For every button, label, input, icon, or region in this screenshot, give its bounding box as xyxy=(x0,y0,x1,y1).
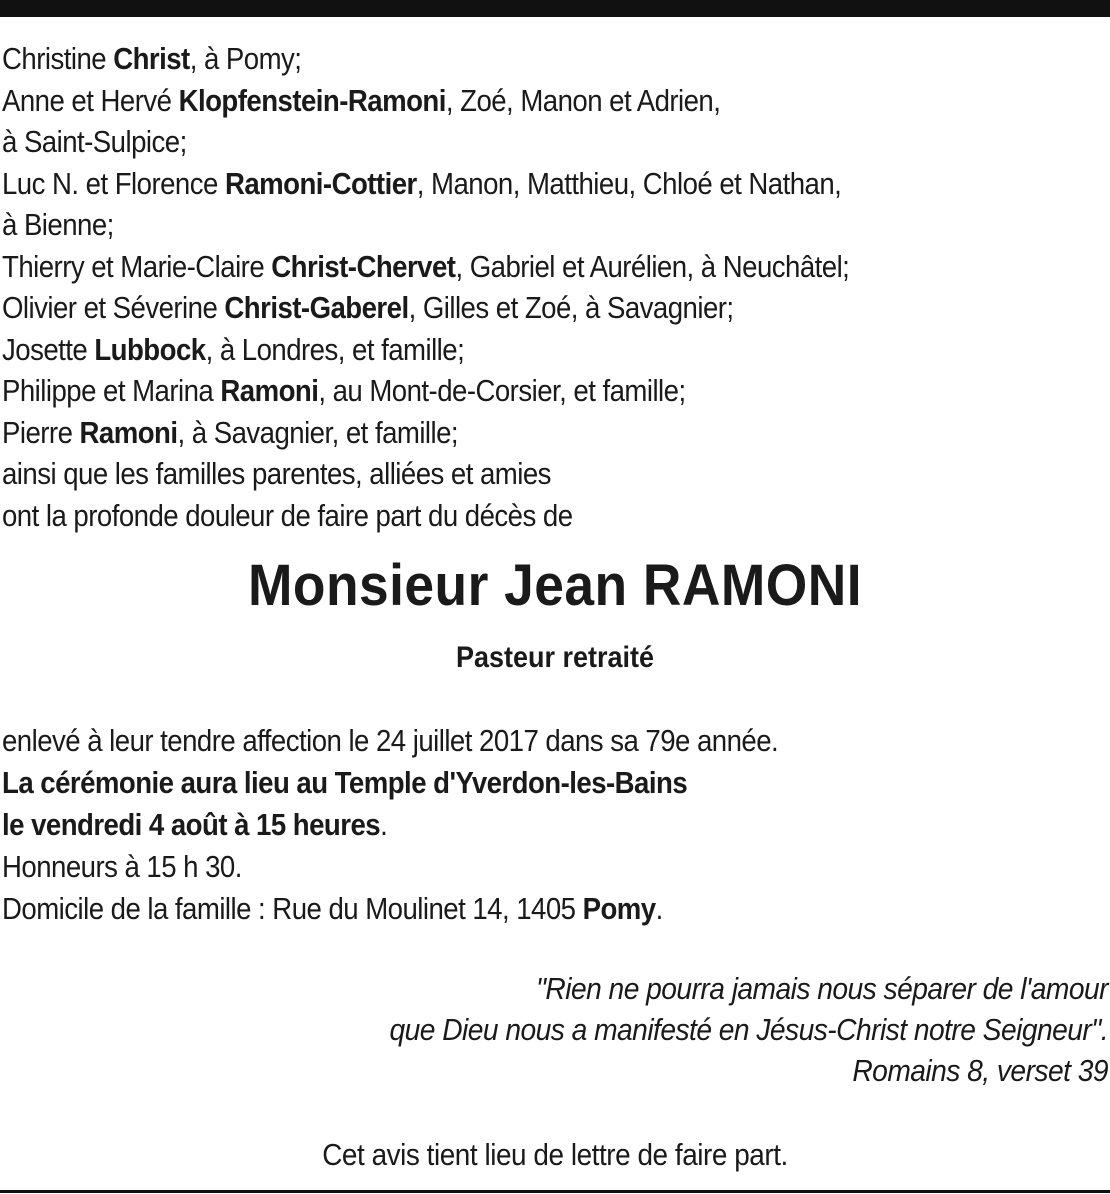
mourner-text: Thierry et Marie-Claire xyxy=(2,248,272,284)
mourner-line xyxy=(2,38,986,80)
mourner-text: à Saint-Sulpice; xyxy=(2,124,187,159)
mourner-text: Christine xyxy=(2,41,114,76)
mourner-text: , à Pomy; xyxy=(189,41,302,76)
mourner-line xyxy=(2,80,986,122)
mourner-text: , à Londres, et famille; xyxy=(205,331,465,367)
top-border-rule xyxy=(0,0,1110,17)
quote-reference: Romains 8, verset 39 xyxy=(852,1053,1108,1088)
mourner-text: , Zoé, Manon et Adrien, xyxy=(445,82,721,118)
mourner-line xyxy=(2,121,986,163)
mourner-line xyxy=(2,453,986,495)
ceremony-date: le vendredi 4 août à 15 heures xyxy=(2,807,381,842)
quote-line-1: "Rien ne pourra jamais nous séparer de l'amour xyxy=(535,971,1108,1006)
mourner-text: , au Mont-de-Corsier, et famille; xyxy=(318,373,686,408)
mourner-line xyxy=(2,495,986,537)
mourner-family-name: Ramoni-Cottier xyxy=(224,165,417,201)
mourner-family-name: Lubbock xyxy=(94,331,206,367)
mourner-text: ont la profonde douleur de faire part du décès de xyxy=(2,497,573,533)
mourner-text: Philippe et Marina xyxy=(2,373,221,408)
mourner-line xyxy=(2,246,986,288)
ceremony-details xyxy=(2,720,1108,930)
mourner-line xyxy=(2,412,986,454)
mourner-text: Luc N. et Florence xyxy=(2,165,225,201)
detail-line xyxy=(2,888,986,930)
detail-line xyxy=(2,846,986,888)
detail-line xyxy=(2,720,986,762)
mourner-text: Anne et Hervé xyxy=(2,82,179,118)
family-address-locality: Pomy xyxy=(582,891,656,926)
mourner-text: Josette xyxy=(2,331,95,367)
bottom-border-rule xyxy=(0,1190,1110,1193)
detail-text: . xyxy=(380,807,388,842)
mourner-family-name: Christ-Chervet xyxy=(271,248,456,284)
mourner-text: , Gabriel et Aurélien, à Neuchâtel; xyxy=(455,248,850,284)
detail-line xyxy=(2,804,986,846)
detail-text: Honneurs à 15 h 30. xyxy=(2,849,242,884)
mourner-text: , Manon, Matthieu, Chloé et Nathan, xyxy=(416,165,842,201)
mourner-line xyxy=(2,370,986,412)
mourner-text: , à Savagnier, et famille; xyxy=(177,414,459,450)
mourner-line xyxy=(2,329,986,371)
detail-line xyxy=(2,762,986,804)
detail-text: enlevé à leur tendre affection le 24 juillet 2017 dans sa 79e année. xyxy=(2,723,779,758)
footer-note: Cet avis tient lieu de lettre de faire part. xyxy=(322,1137,788,1172)
mourners-list xyxy=(2,38,1108,536)
mourner-family-name: Ramoni xyxy=(220,373,319,408)
bible-quote xyxy=(2,968,1108,1091)
detail-text: Domicile de la famille : Rue du Moulinet 14, 1405 xyxy=(2,891,583,926)
mourner-line xyxy=(2,204,986,246)
mourner-family-name: Christ-Gaberel xyxy=(224,290,409,325)
mourner-text: ainsi que les familles parentes, alliées et amies xyxy=(2,456,551,491)
mourner-family-name: Ramoni xyxy=(79,414,178,450)
detail-text: . xyxy=(655,891,663,926)
mourner-text: Pierre xyxy=(2,414,80,450)
quote-line-2: que Dieu nous a manifesté en Jésus-Christ notre Seigneur". xyxy=(389,1012,1108,1047)
mourner-line xyxy=(2,163,986,205)
mourner-text: , Gilles et Zoé, à Savagnier; xyxy=(408,290,734,325)
deceased-title: Pasteur retraité xyxy=(455,641,655,674)
mourner-line xyxy=(2,287,986,329)
mourner-family-name: Christ xyxy=(113,41,190,76)
mourner-text: Olivier et Séverine xyxy=(2,290,225,325)
mourner-text: à Bienne; xyxy=(2,207,114,242)
mourner-family-name: Klopfenstein-Ramoni xyxy=(178,82,446,118)
deceased-name: Monsieur Jean RAMONI xyxy=(247,553,863,618)
ceremony-location: La cérémonie aura lieu au Temple d'Yverdon-les-Bains xyxy=(2,765,688,800)
